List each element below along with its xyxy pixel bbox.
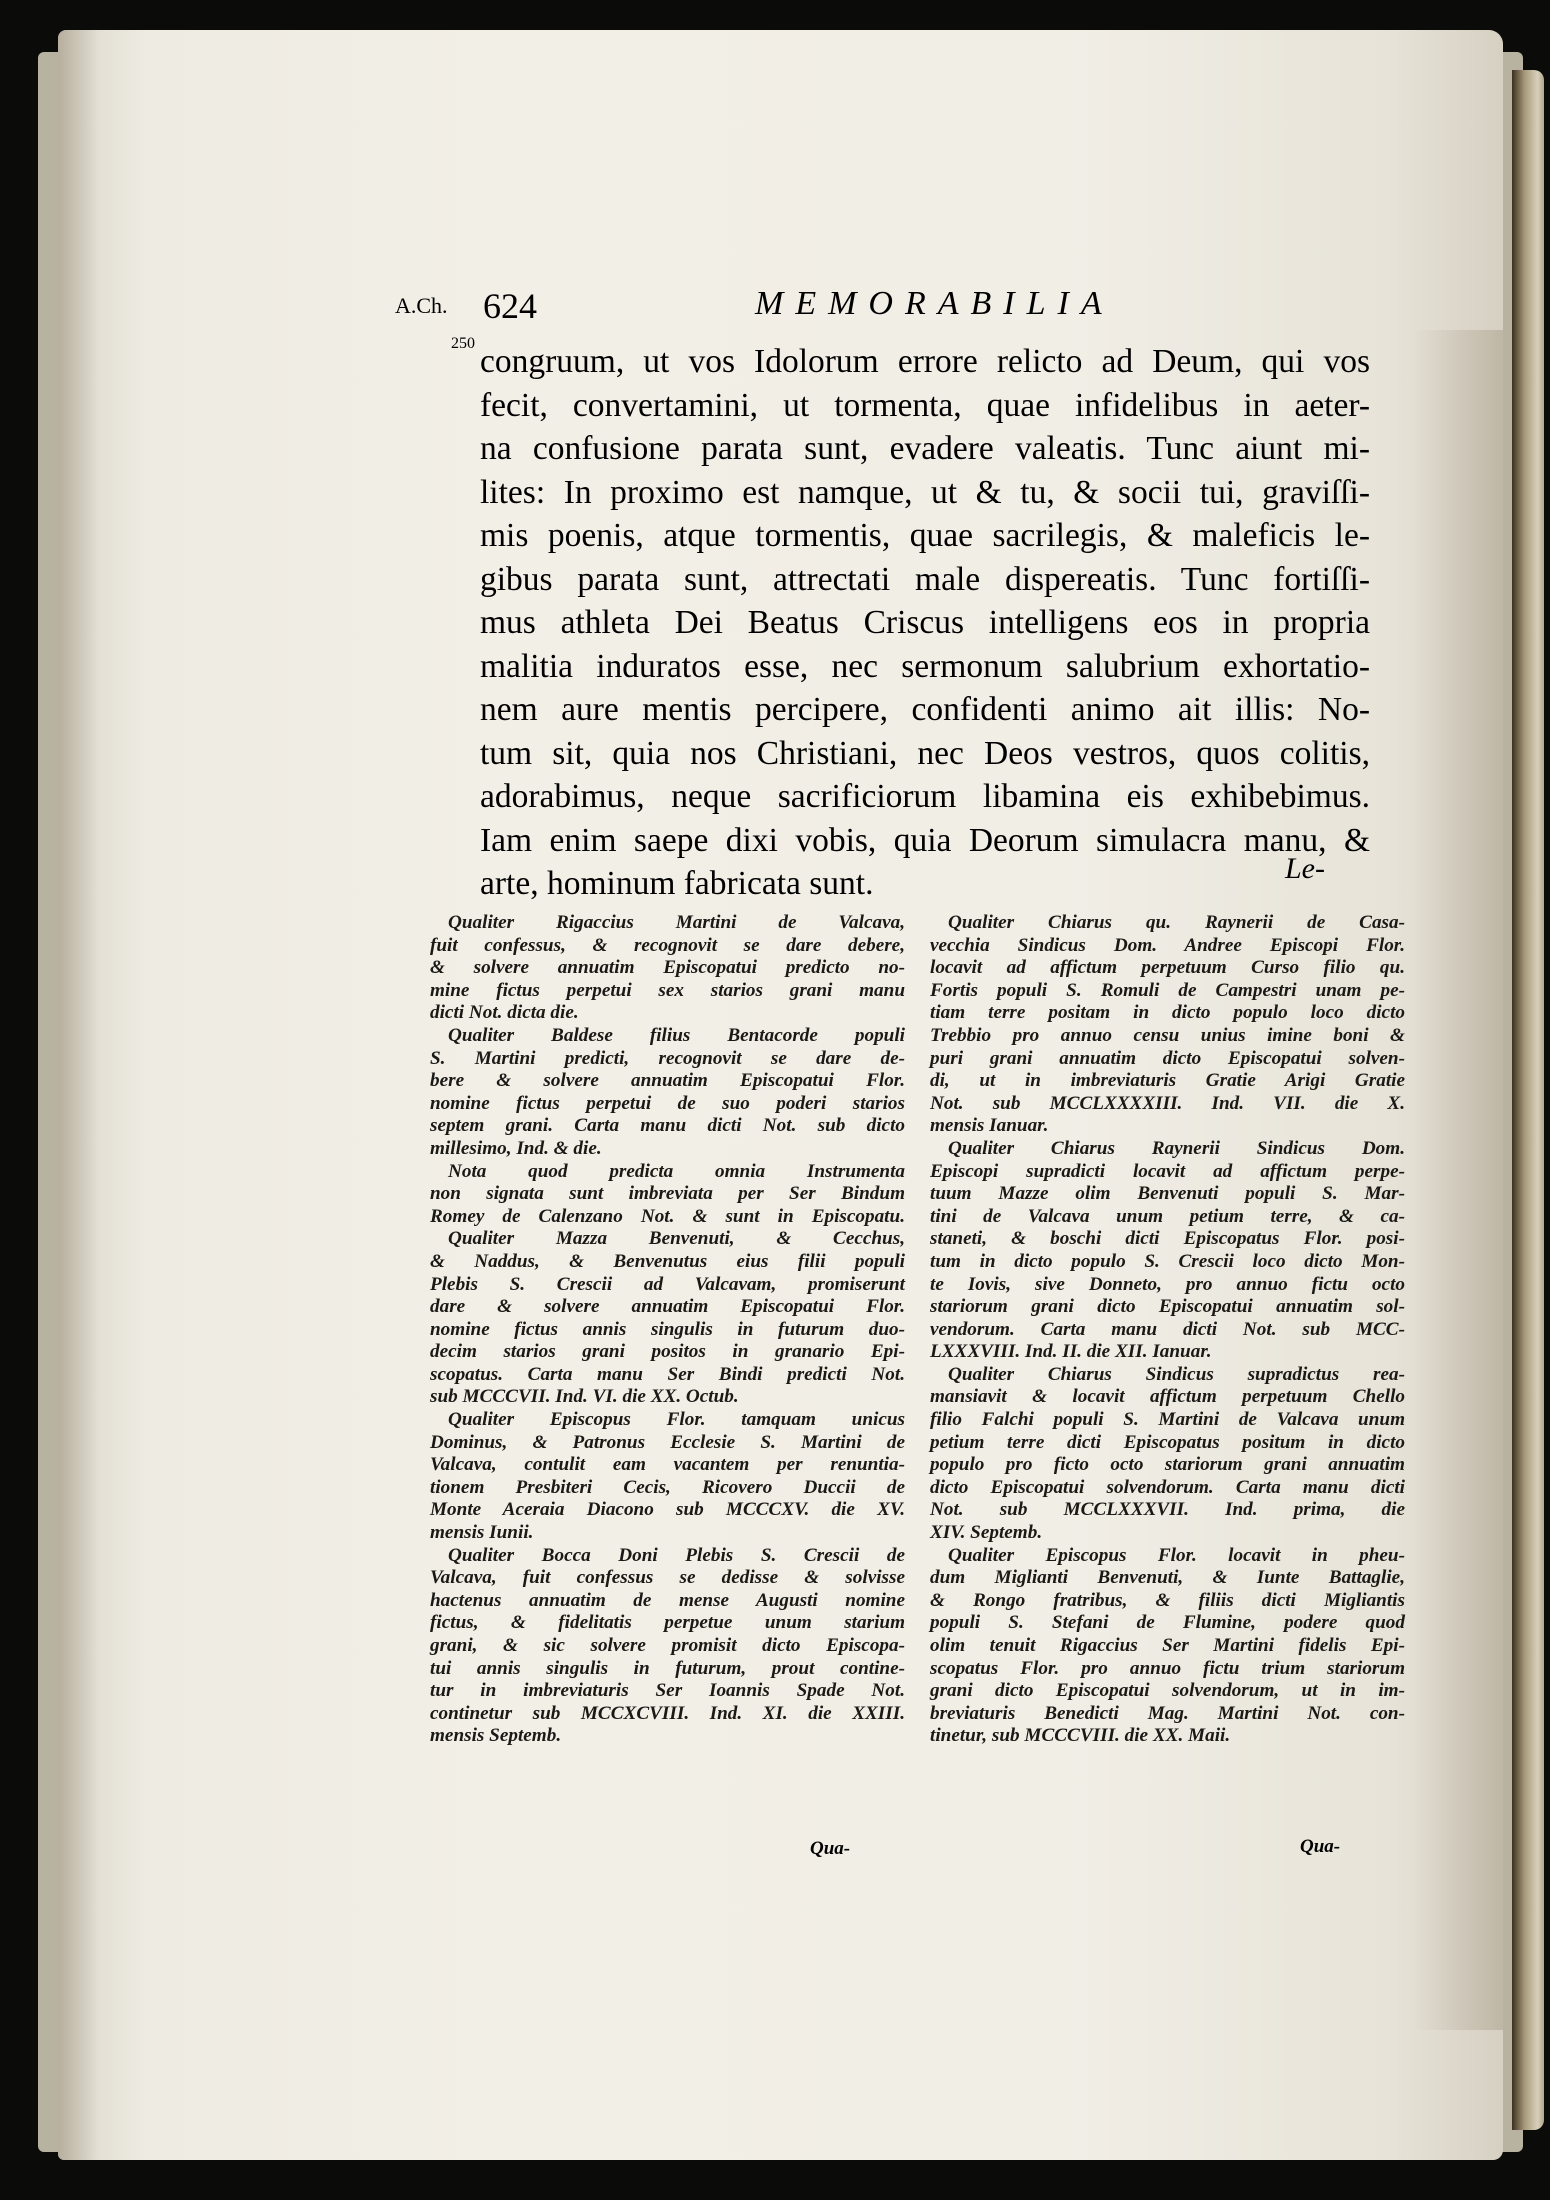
right-column-line: scopatus Flor. pro annuo fictu trium stariorum [930,1657,1405,1679]
right-catchword: Qua- [1300,1836,1341,1857]
left-column-line: Nota quod predicta omnia Instrumenta [448,1160,905,1182]
left-column-line: mensis Iunii. [430,1522,534,1544]
main-text-line: gibus parata sunt, attrectati male dispereatis. Tunc fortiſſi- [480,560,1370,598]
left-column-line: hactenus annuatim de mense Augusti nomine [430,1589,905,1611]
right-column-line: staneti, & boschi dicti Episcopatus Flor. posi- [930,1228,1405,1250]
left-column-line: fictus, & fidelitatis perpetue unum starium [430,1612,905,1634]
page-number: 624 [483,286,537,326]
left-column-line: Valcava, contulit eam vacantem per renuntia- [430,1454,905,1476]
year-margin-note: 250 [451,335,475,352]
left-column-line: fuit confessus, & recognovit se dare debere, [430,934,905,956]
right-footnote-column [930,912,1405,1748]
right-column-line: LXXXVIII. Ind. II. die XII. Ianuar. [930,1341,1212,1363]
right-column-line: petium terre dicti Episcopatus positum in dicto [930,1431,1405,1453]
right-column-line: Trebbio pro annuo censu unius imine boni & [930,1024,1405,1046]
left-column-line: decim starios grani positos in granario Epi- [430,1341,905,1363]
main-text-line: na confusione parata sunt, evadere valeatis. Tunc aiunt mi- [480,430,1370,467]
left-column-line: Qualiter Bocca Doni Plebis S. Crescii de [448,1544,905,1566]
left-column-line: & solvere annuatim Episcopatui predicto no- [430,957,905,979]
right-column-line: Qualiter Chiarus Raynerii Sindicus Dom. [948,1137,1405,1159]
right-column-line: te Iovis, sive Donneto, pro annuo fictu octo [930,1273,1405,1295]
main-text-line: Iam enim saepe dixi vobis, quia Deorum simulacra manu, & [480,821,1370,859]
right-column-line: tiam terre positam in dicto populo loco dicto [930,1002,1405,1024]
left-column-line: Qualiter Baldese filius Bentacorde populi [448,1024,905,1046]
left-column-line: Qualiter Episcopus Flor. tamquam unicus [448,1409,905,1431]
page-edge-stain [1413,330,1503,2030]
main-text-line: malitia induratos esse, nec sermonum salubrium exhortatio- [480,647,1370,685]
page-gutter-shade [58,30,98,2160]
left-column-line: Qualiter Rigaccius Martini de Valcava, [448,912,905,933]
main-text-line: fecit, convertamini, ut tormenta, quae infidelibus in aeter- [480,386,1370,424]
left-column-line: Plebis S. Crescii ad Valcavam, promiserunt [430,1273,905,1295]
right-column-line: tum in dicto populo S. Crescii loco dicto Mon- [930,1250,1405,1272]
main-catchword: Le- [1285,852,1325,885]
right-column-line: tini de Valcava unum petium terre, & ca- [930,1205,1405,1227]
main-text-line: congruum, ut vos Idolorum errore relicto ad Deum, qui vos [480,343,1370,380]
main-text-block [480,340,1370,906]
main-text-line: nem aure mentis percipere, confidenti animo ait illis: No- [480,691,1370,728]
margin-label: A.Ch. [395,293,448,318]
right-column-line: tinetur, sub MCCCVIII. die XX. Maii. [930,1725,1231,1747]
right-column-line: stariorum grani dicto Episcopatui annuatim sol- [930,1296,1405,1318]
left-column-line: dare & solvere annuatim Episcopatui Flor. [430,1296,905,1318]
left-column-line: & Naddus, & Benvenutus eius filii populi [430,1250,905,1272]
right-column-line: Not. sub MCCLXXXVII. Ind. prima, die [930,1499,1405,1521]
right-column-line: Qualiter Chiarus Sindicus supradictus rea- [948,1363,1405,1385]
right-column-line: mensis Ianuar. [930,1115,1049,1137]
main-text-line: arte, hominum fabricata sunt. [480,865,874,902]
adjacent-page-edge [1512,70,1544,2130]
right-column-line: puri grani annuatim dicto Episcopatui solven- [930,1047,1405,1069]
left-column-line: Monte Aceraia Diacono sub MCCCXV. die XV. [430,1499,905,1521]
right-column-line: Not. sub MCCLXXXXIII. Ind. VII. die X. [930,1092,1405,1114]
left-column-line: non signata sunt imbreviata per Ser Bindum [430,1183,905,1205]
right-column-line: mansiavit & locavit affictum perpetuum Chello [930,1386,1405,1408]
left-column-line: bere & solvere annuatim Episcopatui Flor. [430,1070,905,1092]
right-column-line: & Rongo fratribus, & filiis dicti Migliantis [930,1589,1405,1611]
left-column-line: mine fictus perpetui sex starios grani manu [430,979,905,1001]
left-column-line: Qualiter Mazza Benvenuti, & Cecchus, [448,1228,905,1250]
left-column-line: Romey de Calenzano Not. & sunt in Episcopatu. [430,1205,905,1227]
right-column-line: Qualiter Chiarus qu. Raynerii de Casa- [948,912,1405,933]
left-column-line: nomine fictus annis singulis in futurum duo- [430,1318,905,1340]
main-text-line: mis poenis, atque tormentis, quae sacrilegis, & maleficis le- [480,517,1370,554]
left-column-line: nomine fictus perpetui de suo poderi starios [430,1092,905,1114]
main-text-line: mus athleta Dei Beatus Criscus intelligens eos in propria [480,604,1370,641]
right-column-line: dum Miglianti Benvenuti, & Iunte Battaglie, [930,1567,1405,1589]
main-text-line: lites: In proximo est namque, ut & tu, & socii tui, graviſſi- [480,473,1370,511]
left-catchword: Qua- [810,1838,851,1859]
right-column-line: vendorum. Carta manu dicti Not. sub MCC- [930,1318,1405,1340]
right-column-line: olim tenuit Rigaccius Ser Martini fidelis Epi- [930,1635,1405,1656]
main-text-line: tum sit, quia nos Christiani, nec Deos vestros, quos colitis, [480,734,1370,772]
main-text-line: adorabimus, neque sacrificiorum libamina eis exhibebimus. [480,778,1370,815]
left-column-line: continetur sub MCCXCVIII. Ind. XI. die XXIII. [430,1702,905,1724]
left-column-line: tui annis singulis in futurum, prout contine- [430,1657,905,1679]
left-column-line: millesimo, Ind. & die. [430,1137,602,1159]
left-column-line: scopatus. Carta manu Ser Bindi predicti Not. [430,1363,905,1385]
left-column-line: Valcava, fuit confessus se dedisse & solvisse [430,1567,905,1589]
left-column-line: septem grani. Carta manu dicti Not. sub dicto [430,1115,905,1137]
right-column-line: grani dicto Episcopatui solvendorum, ut in im- [930,1680,1405,1702]
right-column-line: locavit ad affictum perpetuum Curso filio qu. [930,957,1405,979]
right-column-line: tuum Mazze olim Benvenuti populi S. Mar- [930,1183,1405,1205]
page-header [395,285,1355,345]
right-column-line: breviaturis Benedicti Mag. Martini Not. con- [930,1702,1405,1724]
right-column-line: XIV. Septemb. [930,1522,1043,1544]
left-column-line: tionem Presbiteri Cecis, Ricovero Duccii de [430,1476,905,1498]
right-column-line: populo pro ficto octo stariorum grani annuatim [930,1454,1405,1476]
right-column-line: vecchia Sindicus Dom. Andree Episcopi Flor. [930,934,1405,956]
right-column-line: di, ut in imbreviaturis Gratie Arigi Gratie [930,1070,1405,1092]
left-column-line: tur in imbreviaturis Ser Ioannis Spade Not. [430,1680,905,1702]
right-column-line: Fortis populi S. Romuli de Campestri unam pe- [930,979,1405,1001]
left-footnote-column [430,912,905,1748]
left-column-line: grani, & sic solvere promisit dicto Episcopa- [430,1635,905,1656]
right-column-line: filio Falchi populi S. Martini de Valcava unum [930,1409,1405,1431]
left-column-line: sub MCCCVII. Ind. VI. die XX. Octub. [430,1386,739,1408]
running-title: MEMORABILIA [755,285,1114,322]
left-column-line: dicti Not. dicta die. [430,1002,579,1024]
left-column-line: S. Martini predicti, recognovit se dare de- [430,1047,905,1069]
right-column-line: dicto Episcopatui solvendorum. Carta manu dicti [930,1476,1405,1498]
right-column-line: populi S. Stefani de Flumine, podere quod [930,1612,1405,1634]
right-column-line: Episcopi supradicti locavit ad affictum perpe- [930,1160,1405,1182]
right-column-line: Qualiter Episcopus Flor. locavit in pheu- [948,1544,1405,1566]
left-column-line: mensis Septemb. [430,1725,562,1747]
left-column-line: Dominus, & Patronus Ecclesie S. Martini de [430,1431,905,1453]
